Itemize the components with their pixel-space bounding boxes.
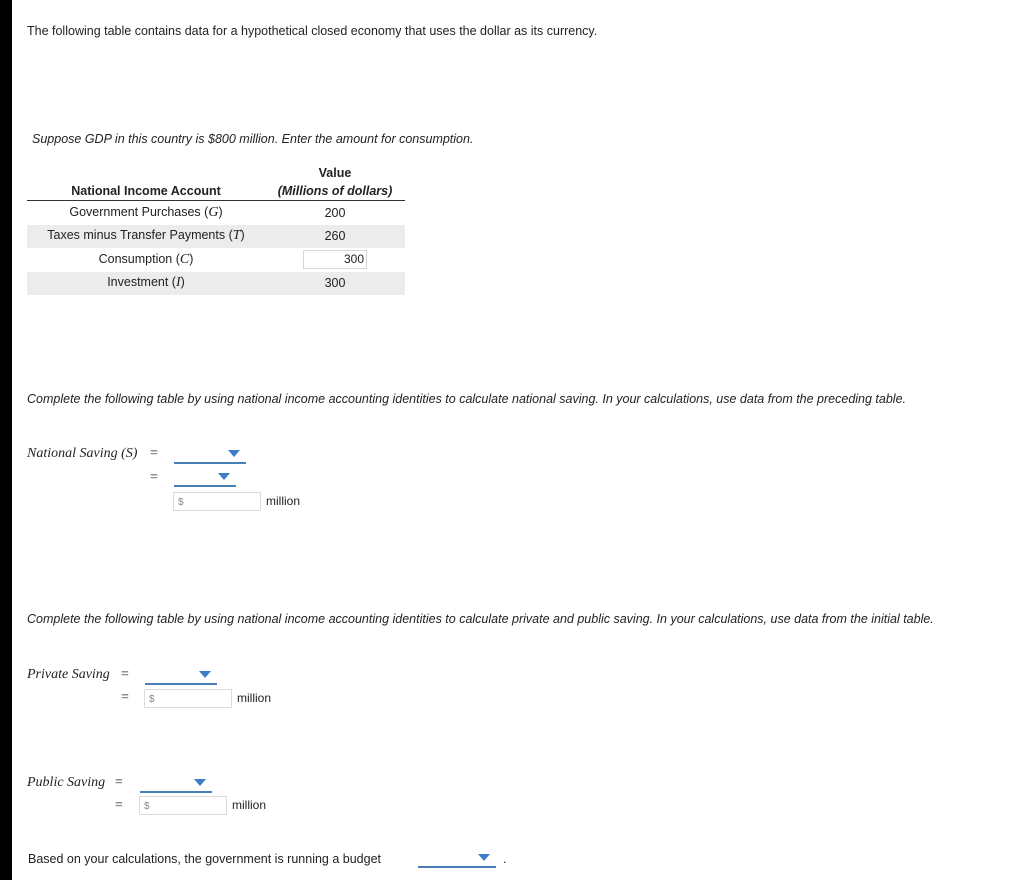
row-value: 260 — [265, 225, 405, 249]
chevron-down-icon — [478, 854, 490, 861]
budget-period: . — [503, 852, 507, 866]
unit-label: million — [266, 494, 301, 508]
national-saving-dropdown-1[interactable] — [174, 448, 246, 464]
intro-text: The following table contains data for a hypothetical closed economy that uses the dollar as its currency. — [27, 24, 598, 38]
private-saving-dropdown[interactable] — [145, 669, 217, 685]
header-value: Value — [318, 166, 352, 180]
chevron-down-icon — [194, 779, 206, 786]
row-label: Government Purchases (G) — [69, 204, 223, 220]
row-value: 200 — [324, 205, 346, 220]
table-row — [27, 225, 405, 249]
row-value: 300 — [265, 272, 405, 296]
budget-statement: Based on your calculations, the government is running a budget — [28, 852, 382, 866]
unit-label: million — [237, 691, 272, 705]
private-saving-input[interactable]: $ — [144, 689, 232, 708]
question-consumption: Suppose GDP in this country is $800 million. Enter the amount for consumption. — [32, 132, 474, 146]
public-saving-label: Public Saving — [27, 775, 106, 790]
question-national-saving: Complete the following table by using national income accounting identities to calculate national saving. In your calculations, use data from the preceding table. — [27, 392, 907, 406]
equals-sign: = — [150, 470, 158, 485]
table-row — [27, 272, 405, 296]
header-account: National Income Account — [27, 182, 265, 201]
equals-sign: = — [150, 446, 158, 461]
chevron-down-icon — [199, 671, 211, 678]
equals-sign: = — [115, 798, 123, 813]
public-saving-input[interactable]: $ — [139, 796, 227, 815]
private-saving-label: Private Saving — [27, 667, 110, 682]
row-label: Consumption (C) — [98, 251, 194, 267]
national-saving-dropdown-2[interactable] — [174, 471, 236, 487]
national-saving-input[interactable]: $ — [173, 492, 261, 511]
question-private-public-saving: Complete the following table by using national income accounting identities to calculate private and public saving. In your calculations, use data from the initial table. — [27, 612, 934, 626]
public-saving-dropdown[interactable] — [140, 777, 212, 793]
equals-sign: = — [121, 667, 129, 682]
income-table — [27, 164, 405, 295]
chevron-down-icon — [218, 473, 230, 480]
row-label: Taxes minus Transfer Payments (T) — [27, 225, 265, 249]
equals-sign: = — [121, 690, 129, 705]
table-row — [27, 248, 405, 272]
row-label: Investment (I) — [27, 272, 265, 296]
header-units: (Millions of dollars) — [265, 182, 405, 201]
unit-label: million — [232, 798, 267, 812]
equals-sign: = — [115, 775, 123, 790]
table-row — [27, 201, 405, 225]
chevron-down-icon — [228, 450, 240, 457]
budget-dropdown[interactable] — [418, 852, 496, 868]
left-edge-bar — [0, 0, 12, 880]
consumption-input[interactable]: 300 — [303, 250, 367, 269]
national-saving-label: National Saving (S) — [27, 446, 138, 461]
